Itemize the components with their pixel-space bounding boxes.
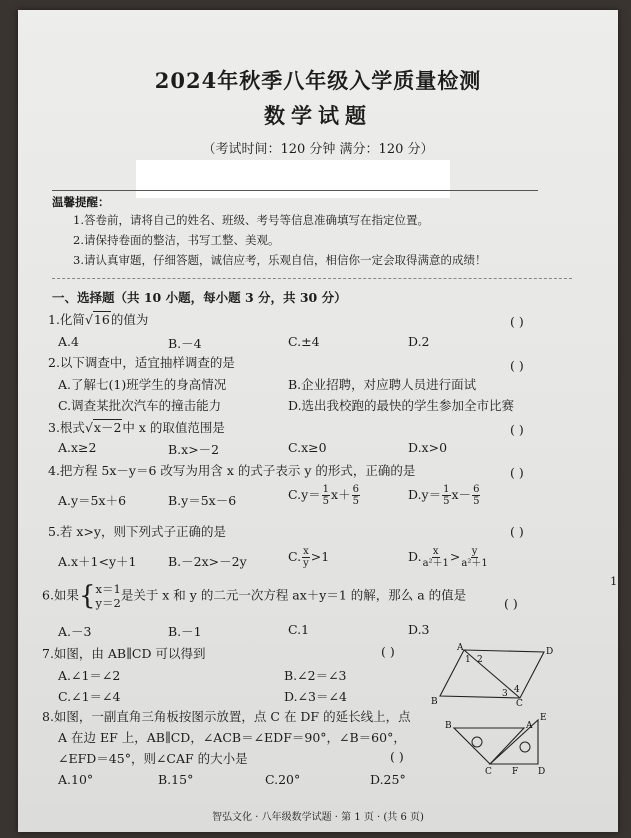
label-c: C: [485, 767, 492, 776]
question-3-stem: 3.根式√x－2中 x 的取值范围是: [48, 420, 225, 435]
notice-item: 1.答卷前，请将自己的姓名、班级、考号等信息准确填写在指定位置。: [73, 213, 429, 227]
label-a: A: [457, 643, 464, 653]
label-angle-4: 4: [514, 685, 520, 695]
label-angle-2: 2: [477, 655, 483, 665]
q5-option-b: B.－2x>－2y: [168, 554, 247, 569]
q3-option-b: B.x>－2: [168, 442, 220, 457]
question-2-stem: 2.以下调查中，适宜抽样调查的是: [48, 355, 235, 370]
label-b: B: [431, 697, 438, 706]
answer-bracket[interactable]: ( ): [504, 596, 518, 611]
q3-option-a: A.x≥2: [58, 440, 97, 455]
q7-option-a: A.∠1＝∠2: [58, 668, 121, 683]
notice-item: 3.请认真审题，仔细答题，诚信应考，乐观自信，相信你一定会取得满意的成绩！: [73, 253, 487, 267]
q8-option-a: A.10°: [58, 772, 94, 787]
q2-option-a: A.了解七(1)班学生的身高情况: [58, 377, 227, 392]
q2-option-c: C.调查某批次汽车的撞击能力: [58, 398, 222, 413]
q5-option-d: D. $\frac{x}{\text{a²＋1}}$ > $\frac{y}{\text{a²＋1}}$: [408, 546, 488, 569]
q7-parallelogram-figure: [428, 642, 554, 706]
section-heading: 一、选择题（共 10 小题，每小题 3 分，共 30 分）: [52, 290, 347, 305]
answer-bracket[interactable]: ( ): [390, 749, 404, 764]
q2-option-b: B.企业招聘，对应聘人员进行面试: [288, 377, 477, 392]
q3-option-c: C.x≥0: [288, 440, 327, 455]
exam-paper: [18, 10, 618, 832]
q5-option-a: A.x＋1<y＋1: [58, 554, 137, 569]
q8-option-b: B.15°: [158, 772, 194, 787]
q1-option-b: B.－4: [168, 336, 202, 351]
q6-option-b: B.－1: [168, 624, 202, 639]
redaction-box: [136, 160, 450, 198]
q7-option-d: D.∠3＝∠4: [284, 689, 347, 704]
label-a: A: [526, 721, 533, 731]
answer-bracket[interactable]: ( ): [510, 524, 524, 539]
answer-bracket[interactable]: ( ): [510, 422, 524, 437]
q4-option-d: D.y＝ $\frac{1}{5}$ x－ $\frac{6}{5}$: [408, 484, 480, 507]
q5-option-c: C. $\frac{x}{y}$ >1: [288, 546, 330, 569]
answer-bracket[interactable]: ( ): [510, 465, 524, 480]
question-1-stem: 1.化简√16的值为: [48, 312, 149, 327]
label-b: B: [445, 721, 452, 731]
triangle-hole-right: [520, 742, 530, 752]
question-4-stem: 4.把方程 5x－y＝6 改写为用含 x 的式子表示 y 的形式，正确的是: [48, 463, 416, 478]
diagonal-ac: [464, 650, 520, 698]
q3-option-d: D.x>0: [408, 440, 448, 455]
label-d: D: [546, 647, 554, 657]
label-e: E: [540, 713, 547, 723]
label-c: C: [516, 699, 523, 706]
question-5-stem: 5.若 x>y，则下列式子正确的是: [48, 524, 226, 539]
q6-option-c: C.1: [288, 622, 310, 637]
q4-option-a: A.y＝5x＋6: [58, 493, 127, 508]
question-6-stem: 6.如果{ x＝1 y＝2 是关于 x 和 y 的二元一次方程 ax＋y＝1 的解，那么 a 的值是: [42, 581, 467, 611]
triangle-hole-left: [472, 737, 482, 747]
q7-option-c: C.∠1＝∠4: [58, 689, 121, 704]
question-7-stem: 7.如图，由 AB∥CD 可以得到: [42, 646, 206, 661]
exam-title: 2024年秋季八年级入学质量检测: [154, 68, 482, 93]
question-8-line3: ∠EFD＝45°，则∠CAF 的大小是: [58, 751, 248, 766]
q8-option-c: C.20°: [265, 772, 301, 787]
label-angle-1: 1: [465, 655, 471, 665]
question-8-line2: A 在边 EF 上，AB∥CD，∠ACB＝∠EDF＝90°，∠B＝60°，: [58, 730, 406, 745]
label-angle-3: 3: [502, 689, 508, 699]
margin-mark: 1: [610, 574, 618, 588]
q1-option-a: A.4: [58, 334, 79, 349]
answer-bracket[interactable]: ( ): [510, 314, 524, 329]
notice-heading: 温馨提醒：: [52, 195, 110, 209]
q4-option-c: C.y＝ $\frac{1}{5}$ x＋ $\frac{6}{5}$: [288, 484, 359, 507]
q8-option-d: D.25°: [370, 772, 406, 787]
q4-option-b: B.y＝5x－6: [168, 493, 237, 508]
label-d: D: [538, 767, 546, 776]
q2-option-d: D.选出我校跑的最快的学生参加全市比赛: [288, 398, 515, 413]
answer-bracket[interactable]: ( ): [510, 358, 524, 373]
triangle-abc: [454, 728, 524, 764]
q7-option-b: B.∠2＝∠3: [284, 668, 347, 683]
q8-triangles-figure: [442, 710, 554, 776]
page-footer: 智弘文化 · 八年级数学试题 · 第 1 页 · (共 6 页): [212, 812, 424, 823]
label-f: F: [512, 767, 519, 776]
q6-option-a: A.－3: [58, 624, 92, 639]
question-8-line1: 8.如图，一副直角三角板按图示放置，点 C 在 DF 的延长线上，点: [42, 709, 411, 724]
q1-option-c: C.±4: [288, 334, 320, 349]
notice-item: 2.请保持卷面的整洁，书写工整、美观。: [73, 233, 280, 247]
exam-info: （考试时间：120 分钟 满分：120 分）: [202, 142, 434, 157]
section-divider: [52, 278, 572, 279]
q6-option-d: D.3: [408, 622, 430, 637]
answer-bracket[interactable]: ( ): [381, 644, 395, 659]
q1-option-d: D.2: [408, 334, 430, 349]
notice-divider: [52, 190, 538, 191]
exam-subtitle: 数学试题: [264, 103, 372, 128]
